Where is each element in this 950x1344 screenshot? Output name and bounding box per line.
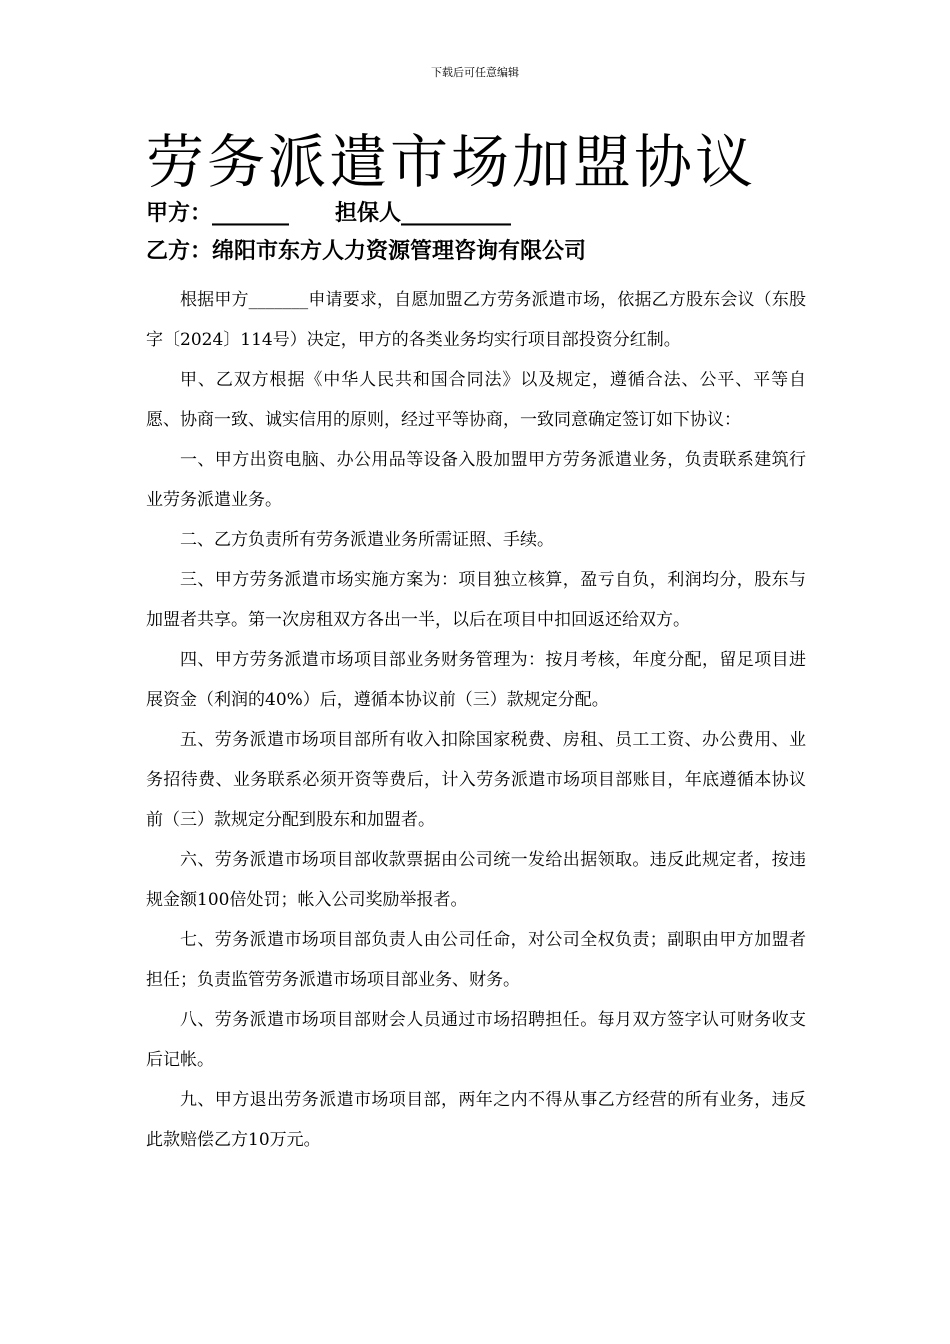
document-title: 劳务派遣市场加盟协议 [146,128,757,196]
party-a-label: 甲方： [146,201,213,226]
party-a-line [146,199,511,229]
clause-7: 七、劳务派遣市场项目部负责人由公司任命，对公司全权负责；副职由甲方加盟者担任；负责监管劳务派遣市场项目部业务、财务。 [146,930,806,990]
clause-6: 六、劳务派遣市场项目部收款票据由公司统一发给出据领取。违反此规定者，按违规金额100倍处罚；帐入公司奖励举报者。 [146,850,806,910]
paragraph-basis: 甲、乙双方根据《中华人民共和国合同法》以及规定，遵循合法、公平、平等自愿、协商一致、诚实信用的原则，经过平等协商，一致同意确定签订如下协议： [146,370,806,430]
clause-1: 一、甲方出资电脑、办公用品等设备入股加盟甲方劳务派遣业务，负责联系建筑行业劳务派遣业务。 [146,450,806,510]
clause-2: 二、乙方负责所有劳务派遣业务所需证照、手续。 [180,530,554,550]
clause-3: 三、甲方劳务派遣市场实施方案为：项目独立核算，盈亏自负，利润均分，股东与加盟者共享。第一次房租双方各出一半，以后在项目中扣回返还给双方。 [146,570,806,630]
agreement-body [146,280,806,1160]
party-b-line: 乙方：绵阳市东方人力资源管理咨询有限公司 [146,239,587,264]
guarantor-blank: __________ [401,201,512,226]
guarantor-label: 担保人 [335,201,402,226]
clause-8: 八、劳务派遣市场项目部财会人员通过市场招聘担任。每月双方签字认可财务收支后记帐。 [146,1010,806,1070]
party-a-blank: _______ [212,201,290,226]
clause-4: 四、甲方劳务派遣市场项目部业务财务管理为：按月考核，年度分配，留足项目进展资金（利润的40%）后，遵循本协议前（三）款规定分配。 [146,650,806,710]
paragraph-intro: 根据甲方_______申请要求，自愿加盟乙方劳务派遣市场，依据乙方股东会议（东股字〔2024〕114号）决定，甲方的各类业务均实行项目部投资分红制。 [146,290,806,350]
header-note: 下载后可任意编辑 [431,66,519,79]
clause-9: 九、甲方退出劳务派遣市场项目部，两年之内不得从事乙方经营的所有业务，违反此款赔偿乙方10万元。 [146,1090,806,1150]
clause-5: 五、劳务派遣市场项目部所有收入扣除国家税费、房租、员工工资、办公费用、业务招待费、业务联系必须开资等费后，计入劳务派遣市场项目部账目，年底遵循本协议前（三）款规定分配到股东和加盟者。 [146,730,806,830]
